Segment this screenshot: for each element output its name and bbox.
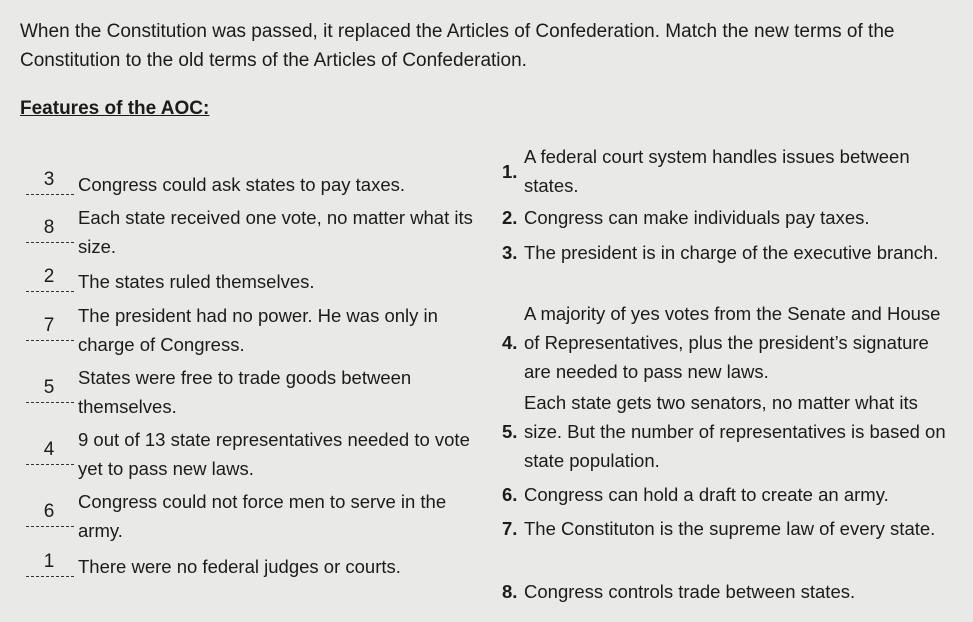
answer-field[interactable]	[20, 377, 78, 404]
aoc-item	[20, 536, 490, 596]
aoc-item-text: Congress could ask states to pay taxes.	[78, 173, 406, 195]
item-number: 6.	[502, 484, 518, 505]
aoc-item-text: The states ruled themselves.	[78, 270, 315, 292]
item-number: 1.	[502, 160, 518, 182]
item-number: 4.	[502, 332, 518, 353]
answer-field[interactable]	[20, 501, 78, 528]
aoc-item	[20, 300, 490, 360]
constitution-item-text: A majority of yes votes from the Senate and House of Representatives, plus the president’s signature are needed to pass new laws.	[524, 303, 941, 382]
aoc-item-text: States were free to trade goods between themselves.	[78, 367, 412, 417]
constitution-item-text: A federal court system handles issues between states.	[524, 146, 910, 196]
answer-value: 1	[43, 551, 55, 572]
answer-value: 3	[43, 169, 55, 190]
answer-value: 7	[43, 315, 55, 336]
answer-value: 8	[43, 217, 55, 238]
constitution-item-text: Congress can make individuals pay taxes.	[524, 207, 870, 228]
item-number: 7.	[502, 518, 518, 539]
answer-field[interactable]	[20, 439, 78, 466]
item-number: 8.	[502, 581, 518, 602]
answer-field[interactable]	[20, 551, 78, 578]
aoc-section-title: Features of the AOC:	[20, 98, 210, 119]
constitution-item-text: Each state gets two senators, no matter what its size. But the number of representatives is based on state population.	[524, 392, 946, 471]
answer-value: 4	[43, 439, 55, 460]
aoc-item	[20, 424, 490, 484]
constitution-item-text: Congress can hold a draft to create an army.	[524, 484, 889, 505]
constitution-item	[502, 203, 962, 232]
aoc-item-text: The president had no power. He was only in charge of Congress.	[78, 305, 438, 355]
constitution-item-text: Congress controls trade between states.	[524, 581, 856, 602]
constitution-item	[502, 388, 962, 475]
answer-field[interactable]	[20, 266, 78, 293]
instructions: When the Constitution was passed, it replaced the Articles of Confederation. Match the new terms of the Constitution to the old terms of the Articles of Confederation.	[20, 21, 895, 71]
constitution-item-text: The Constituton is the supreme law of every state.	[524, 518, 936, 539]
aoc-item-text: Each state received one vote, no matter what its size.	[78, 207, 473, 257]
answer-field[interactable]	[20, 315, 78, 342]
aoc-item	[20, 362, 490, 422]
constitution-item	[502, 577, 962, 606]
constitution-item	[502, 299, 962, 386]
item-number: 3.	[502, 242, 518, 263]
answer-value: 5	[43, 377, 55, 398]
answer-field[interactable]	[20, 169, 78, 196]
constitution-item-text: The president is in charge of the executive branch.	[524, 242, 939, 263]
aoc-item-text: Congress could not force men to serve in the army.	[78, 491, 447, 541]
answer-field[interactable]	[20, 217, 78, 244]
aoc-item-text: There were no federal judges or courts.	[78, 555, 401, 577]
answer-value: 2	[43, 266, 55, 287]
constitution-item	[502, 142, 962, 200]
item-number: 2.	[502, 207, 518, 228]
answer-value: 6	[43, 501, 55, 522]
constitution-item	[502, 238, 962, 267]
item-number: 5.	[502, 421, 518, 442]
constitution-item	[502, 480, 962, 509]
constitution-item	[502, 514, 962, 543]
aoc-item-text: 9 out of 13 state representatives needed to vote yet to pass new laws.	[78, 429, 470, 479]
